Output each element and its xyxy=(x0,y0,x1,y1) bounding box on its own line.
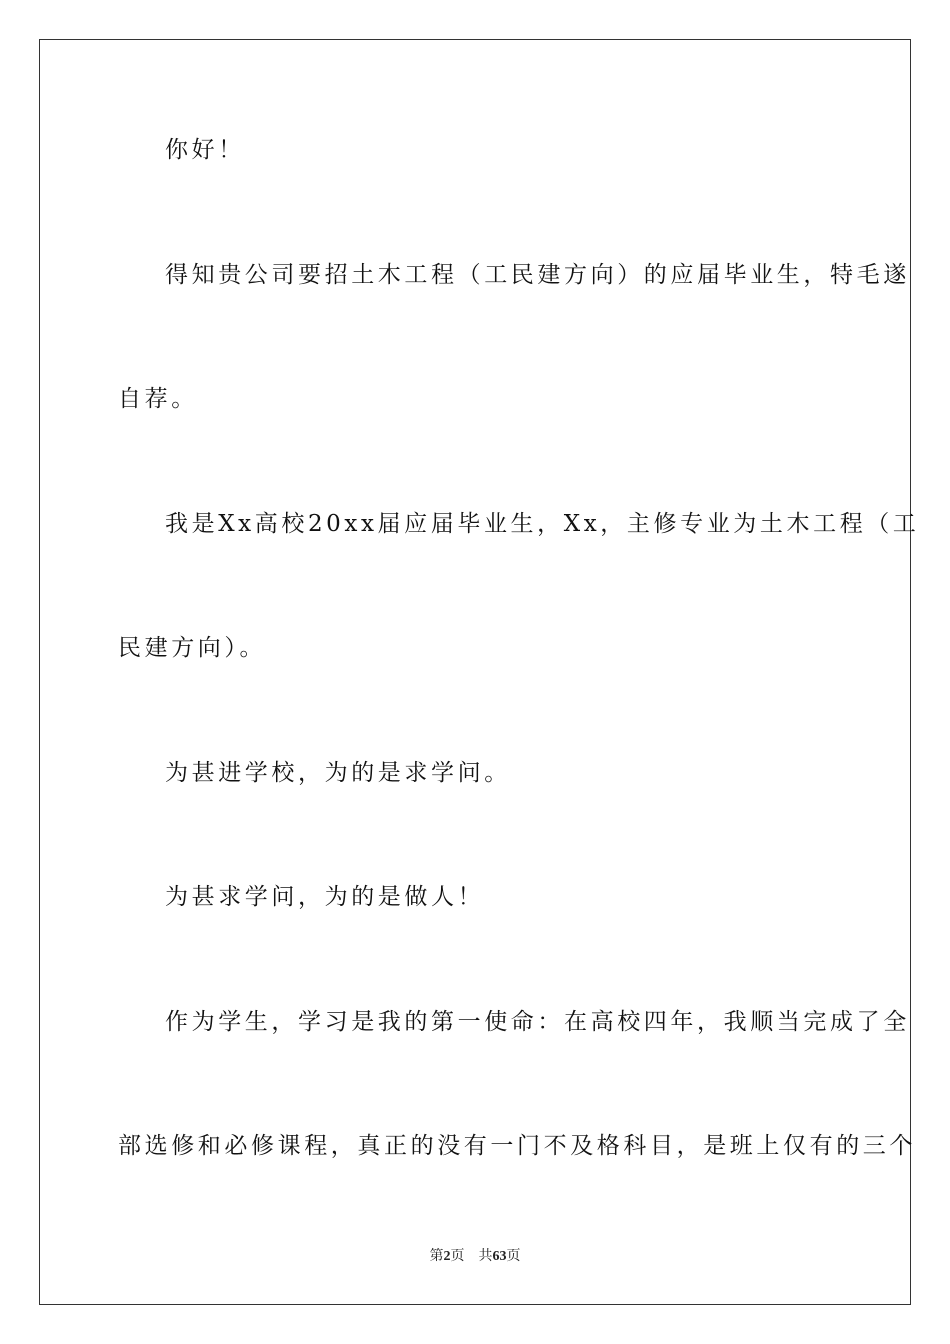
paragraph-line: 部选修和必修课程，真正的没有一门不及格科目，是班上仅有的三个 xyxy=(118,1133,916,1159)
page-suffix: 页 xyxy=(450,1249,465,1264)
paragraph-line: 民建方向）。 xyxy=(118,635,267,661)
page-prefix: 第 xyxy=(429,1249,444,1264)
paragraph-line: 作为学生，学习是我的第一使命：在高校四年，我顺当完成了全 xyxy=(165,1009,910,1035)
greeting-line: 你好！ xyxy=(165,137,245,163)
page-footer xyxy=(0,1248,950,1266)
paragraph-line: 自荐。 xyxy=(118,386,198,412)
paragraph-line: 为甚进学校，为的是求学问。 xyxy=(165,760,511,786)
paragraph-line: 得知贵公司要招土木工程（工民建方向）的应届毕业生，特毛遂 xyxy=(165,262,910,288)
total-prefix: 共 xyxy=(478,1249,493,1264)
paragraph-line: 为甚求学问，为的是做人！ xyxy=(165,884,485,910)
paragraph-line: 我是Xx高校20xx届应届毕业生，Xx，主修专业为土木工程（工 xyxy=(165,511,920,537)
total-suffix: 页 xyxy=(506,1249,521,1264)
total-pages: 63 xyxy=(492,1249,507,1264)
page-border xyxy=(39,39,911,1305)
page-number: 2 xyxy=(443,1249,451,1264)
